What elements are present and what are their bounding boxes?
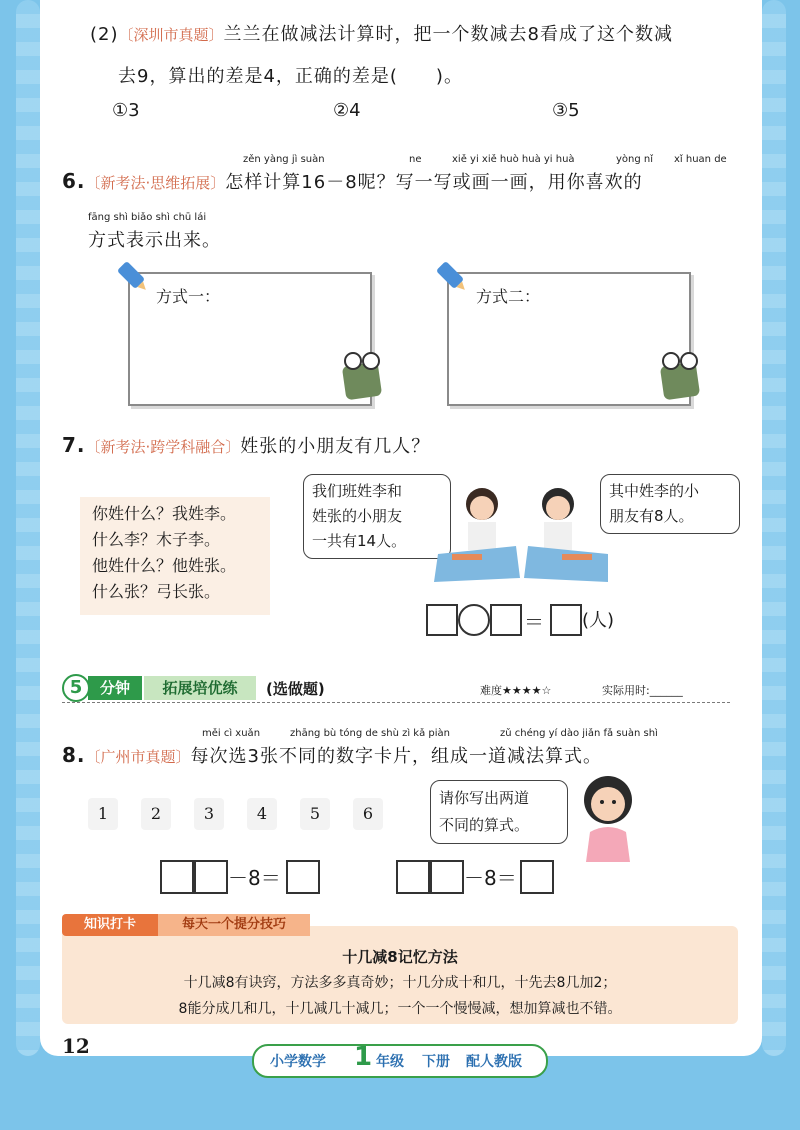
unit-label: (人) <box>582 610 615 631</box>
section-header <box>62 674 730 702</box>
girl-illustration <box>574 772 644 862</box>
q6-pinyin-b: ne <box>409 154 422 165</box>
q5-2-number: (2) <box>90 24 119 45</box>
card-digit: 4 <box>256 804 268 823</box>
book-label <box>252 1044 548 1078</box>
q6-text1: 怎样计算16－8呢？写一写或画一画，用你喜欢的 <box>225 172 643 193</box>
number-card-2[interactable] <box>141 798 171 830</box>
riddle-line: 你姓什么？我姓李。 <box>92 504 237 523</box>
q6-pinyin-d: yòng nǐ <box>616 154 654 165</box>
section-subtitle: (选做题) <box>266 680 325 698</box>
q6-line2: 方式表示出来。 <box>88 230 221 251</box>
card-digit: 6 <box>362 804 374 823</box>
answer-box[interactable] <box>430 860 464 894</box>
q6-pinyin-e: xǐ huan de <box>674 154 727 165</box>
riddle-line: 什么张？弓长张。 <box>92 582 221 601</box>
q7-line <box>62 432 430 458</box>
q5-option-1[interactable]: ①3 <box>112 100 140 121</box>
q7-number: 7. <box>62 433 86 457</box>
equals-sign: ＝ <box>524 610 544 634</box>
answer-box[interactable] <box>550 604 582 636</box>
q8-pinyin-c: zǔ chéng yí dào jiǎn fǎ suàn shì <box>500 728 658 739</box>
riddle-line: 他姓什么？他姓张。 <box>92 556 237 575</box>
page-number: 12 <box>62 1034 90 1058</box>
right-wave-border <box>762 0 786 1056</box>
q5-2-tag: 〔深圳市真题〕 <box>118 26 224 44</box>
q7-tag: 〔新考法·跨学科融合〕 <box>85 438 241 456</box>
q8-pinyin-b: zhāng bù tóng de shù zì kǎ piàn <box>290 728 450 739</box>
number-card-5[interactable] <box>300 798 330 830</box>
operator-circle[interactable] <box>458 604 490 636</box>
left-wave-border <box>16 0 40 1056</box>
speech-bubble-girl <box>430 780 568 844</box>
tip-tag: 知识打卡 <box>62 914 158 936</box>
time-used-field[interactable]: 实际用时:______ <box>602 684 683 697</box>
card-digit: 3 <box>203 804 215 823</box>
grade: 年级 <box>376 1054 404 1070</box>
riddle-card <box>80 497 270 615</box>
bubble-line: 不同的算式。 <box>439 816 530 834</box>
grade-number: 1 <box>354 1042 373 1072</box>
q8-text: 每次选3张不同的数字卡片，组成一道减法算式。 <box>190 746 602 767</box>
q6-pinyin-a: zěn yàng jì suàn <box>243 154 325 165</box>
answer-box[interactable] <box>194 860 228 894</box>
number-card-6[interactable] <box>353 798 383 830</box>
q6-tag: 〔新考法·思维拓展〕 <box>85 174 226 192</box>
q8-line <box>62 742 602 768</box>
bubble-line: 我们班姓李和 <box>312 482 403 500</box>
section-title: 拓展培优练 <box>144 676 256 700</box>
tip-slogan: 每天一个提分技巧 <box>158 914 310 936</box>
method-one-label: 方式一： <box>156 287 221 306</box>
answer-box[interactable] <box>490 604 522 636</box>
riddle-line: 什么李？木子李。 <box>92 530 221 549</box>
answer-box[interactable] <box>396 860 430 894</box>
q5-2-line2: 去9，算出的差是4，正确的差是( )。 <box>118 66 463 87</box>
answer-box[interactable] <box>426 604 458 636</box>
section-number-badge: 5 <box>62 674 90 702</box>
q8-pinyin-a: měi cì xuǎn <box>202 728 261 739</box>
speech-bubble-right <box>600 474 740 534</box>
q8-tag: 〔广州市真题〕 <box>85 748 191 766</box>
mascot-icon <box>654 348 706 404</box>
q5-option-3[interactable]: ③5 <box>552 100 580 121</box>
edition: 配人教版 <box>466 1054 522 1070</box>
number-card-4[interactable] <box>247 798 277 830</box>
q8-number: 8. <box>62 743 86 767</box>
q6-number: 6. <box>62 169 86 193</box>
students-at-desks-illustration <box>432 482 612 590</box>
section-minutes: 分钟 <box>88 676 142 700</box>
number-card-3[interactable] <box>194 798 224 830</box>
minus-eight-equals: －8＝ <box>464 866 517 890</box>
subject: 小学数学 <box>270 1054 326 1070</box>
card-digit: 2 <box>150 804 162 823</box>
q5-2-text1: 兰兰在做减法计算时，把一个数减去8看成了这个数减 <box>223 24 673 45</box>
difficulty-rating: 难度★★★★☆ <box>480 684 552 697</box>
bubble-line: 请你写出两道 <box>439 789 530 807</box>
bubble-line: 一共有14人。 <box>312 532 407 550</box>
volume: 下册 <box>422 1054 450 1070</box>
q5-option-2[interactable]: ②4 <box>333 100 361 121</box>
tip-line-2: 8能分成几和几，十几减几十减几；一个一个慢慢减，想加算减也不错。 <box>178 1001 622 1017</box>
q5-2-line1 <box>90 20 673 46</box>
bubble-line: 姓张的小朋友 <box>312 507 403 525</box>
answer-box[interactable] <box>286 860 320 894</box>
bubble-line: 其中姓李的小 <box>609 482 700 500</box>
number-card-1[interactable] <box>88 798 118 830</box>
tip-line-1: 十几减8有诀窍，方法多多真奇妙；十几分成十和几，十先去8几加2； <box>183 975 617 991</box>
card-digit: 5 <box>309 804 321 823</box>
card-digit: 1 <box>97 804 109 823</box>
method-two-label: 方式二： <box>476 287 541 306</box>
q6-pinyin-c: xiě yi xiě huò huà yi huà <box>452 154 575 165</box>
mascot-icon <box>336 348 388 404</box>
q6-line1 <box>62 168 643 194</box>
answer-box[interactable] <box>520 860 554 894</box>
speech-bubble-left <box>303 474 451 559</box>
tip-title: 十几减8记忆方法 <box>342 948 458 966</box>
q7-question: 姓张的小朋友有几人？ <box>240 436 431 457</box>
q6-pinyin-line2: fāng shì biǎo shì chū lái <box>88 212 207 223</box>
section-divider <box>62 702 730 703</box>
bubble-line: 朋友有8人。 <box>609 507 694 525</box>
minus-eight-equals: －8＝ <box>228 866 281 890</box>
answer-box[interactable] <box>160 860 194 894</box>
